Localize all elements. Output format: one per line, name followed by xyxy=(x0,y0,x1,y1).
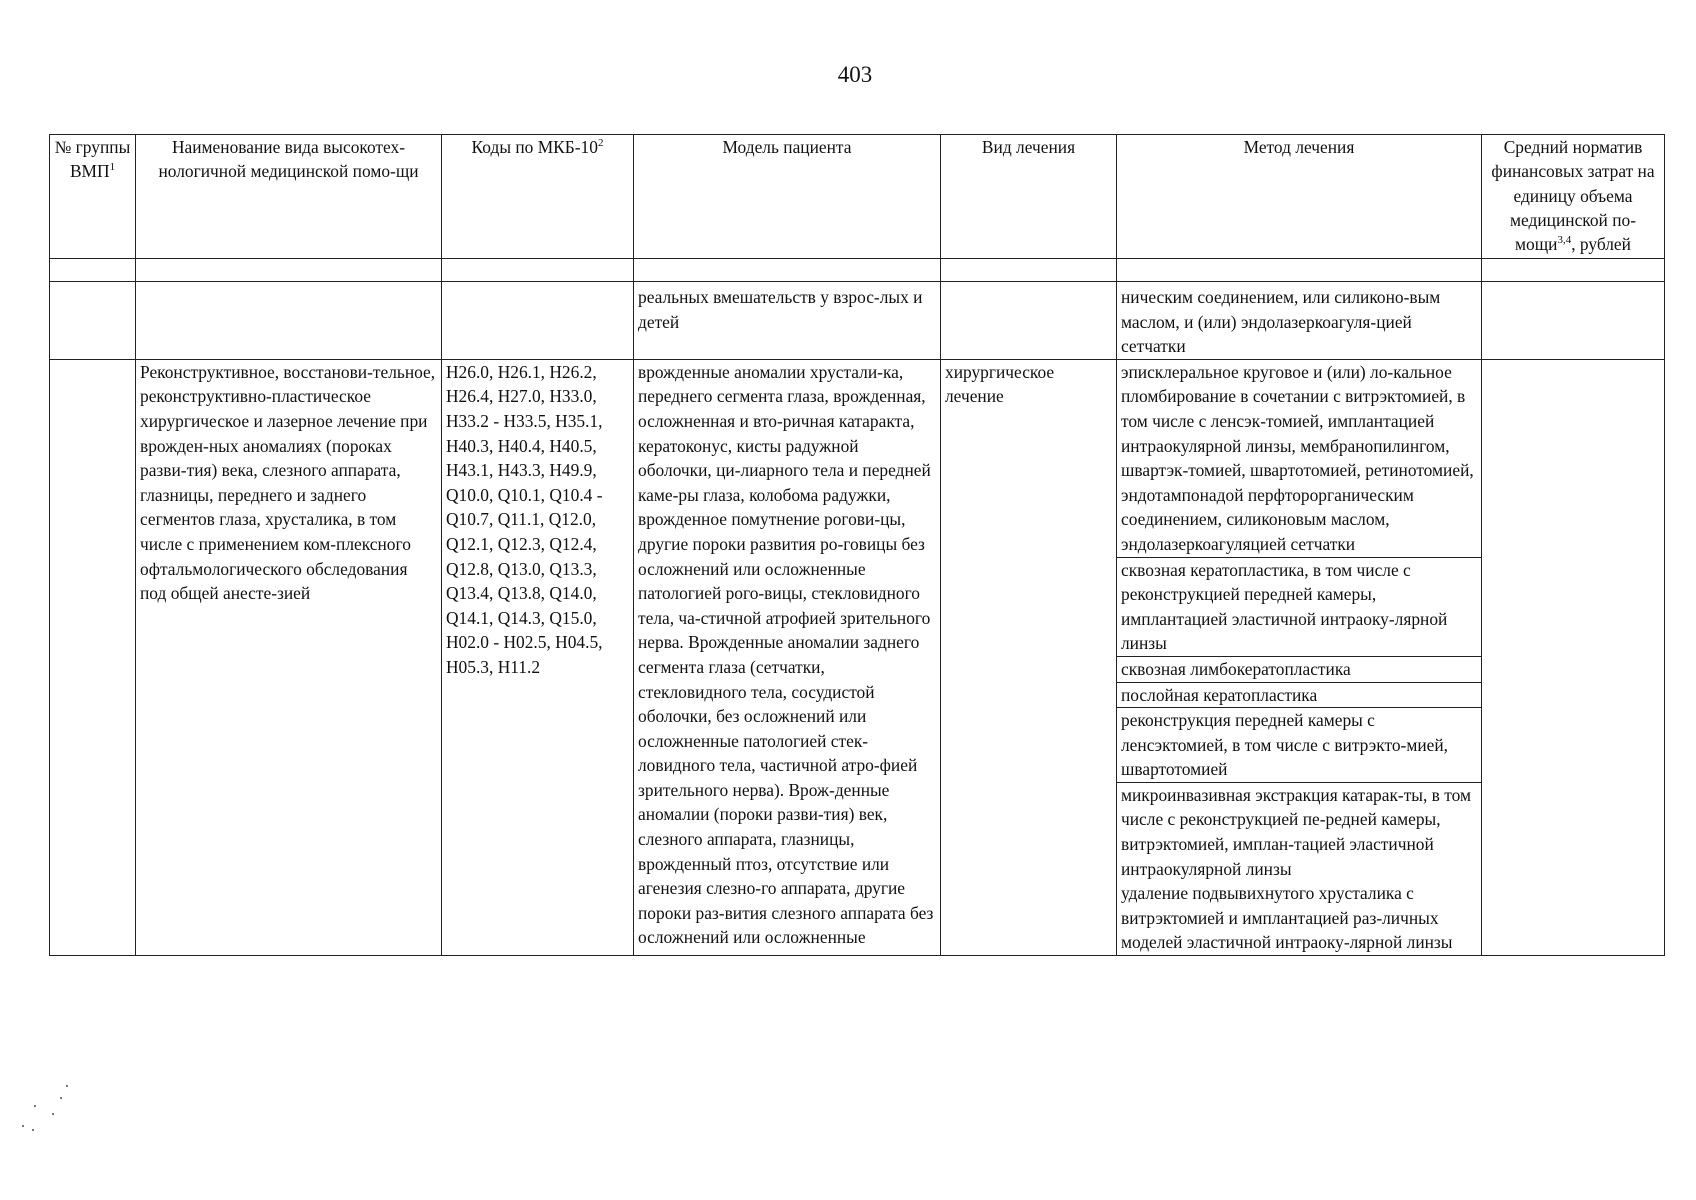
care-name-cell: Реконструктивное, восстанови-тельное, реконструктивно-пластическое хирургическое и лазерное лечение при врожден-ных аномалиях (пороках разви-тия) века, слезного аппарата, глазницы, переднего и заднего сегментов глаза, хрусталика, в том числе с применением ком-плексного офтальмологического обследования под общей анесте-зией xyxy=(136,359,442,955)
header-icd-codes: Коды по МКБ-$10^2$ xyxy=(442,135,634,259)
continuation-row xyxy=(50,282,1665,360)
header-patient-model: Модель пациента xyxy=(634,135,941,259)
method-item: реконструкция передней камеры с ленсэктомией, в том числе с витрэкто-мией, швартотомией xyxy=(1117,708,1481,783)
method-item: послойная кератопластика xyxy=(1117,683,1481,709)
continuation-model: реальных вмешательств у взрос-лых и детей xyxy=(634,282,941,360)
page-number: 403 xyxy=(837,62,873,87)
vmp-table xyxy=(49,134,1665,956)
header-treatment-method: Метод лечения xyxy=(1117,135,1482,259)
method-item: удаление подвывихнутого хрусталика с витрэктомией и имплантацией раз-личных моделей эластичной интраоку-лярной линзы xyxy=(1121,883,1453,953)
method-item: микроинвазивная экстракция катарак-ты, в том числе с реконструкцией пе-редней камеры, витрэктомией, имплан-тацией эластичной интраокулярной линзы xyxy=(1121,784,1471,879)
header-group-number: № группы ВМП$^1$ xyxy=(50,135,136,259)
scan-specks xyxy=(20,1085,70,1135)
method-item: эписклеральное круговое и (или) ло-кальное пломбирование в сочетании с витрэктомией, в том числе с ленсэк-томией, имплантацией интраокулярной линзы, мембранопилингом, швартэк-томией, швартотомией, ретинотомией, эндотампонадой перфторорганическим соединением, силиконовым маслом, эндолазеркоагуляцией сетчатки xyxy=(1117,360,1481,558)
blank-row xyxy=(50,259,1665,282)
treatment-type-cell: хирургическое лечение xyxy=(941,359,1117,955)
table-row xyxy=(50,359,1665,955)
treatment-methods-cell xyxy=(1117,359,1482,955)
cost-cell xyxy=(1482,359,1665,955)
header-treatment-type: Вид лечения xyxy=(941,135,1117,259)
method-item: сквозная кератопластика, в том числе с реконструкцией передней камеры, имплантацией эластичной интраоку-лярной линзы xyxy=(1117,558,1481,657)
header-cost-standard: Средний норматив финансовых затрат на единицу объема медицинской по-мощи$^{3,4}$, рублей xyxy=(1482,135,1665,259)
icd-codes-cell: H26.0, H26.1, H26.2, H26.4, H27.0, H33.0, H33.2 - H33.5, H35.1, H40.3, H40.4, H40.5, H43.1, H43.3, H49.9, Q10.0, Q10.1, Q10.4 - Q10.7, Q11.1, Q12.0, Q12.1, Q12.3, Q12.4, Q12.8, Q13.0, Q13.3, Q13.4, Q13.8, Q14.0, Q14.1, Q14.3, Q15.0, H02.0 - H02.5, H04.5, H05.3, H11.2 xyxy=(442,359,634,955)
continuation-method: ническим соединением, или силиконо-вым маслом, и (или) эндолазеркоагуля-цией сетчатки xyxy=(1117,282,1482,360)
header-row xyxy=(50,135,1665,259)
patient-model-cell: врожденные аномалии хрустали-ка, переднего сегмента глаза, врожденная, осложненная и вто-ричная катаракта, кератоконус, кисты радужной оболочки, ци-лиарного тела и передней каме-ры глаза, колобома радужки, врожденное помутнение рогови-цы, другие пороки развития ро-говицы без осложнений или осложненные патологией рого-вицы, стекловидного тела, ча-стичной атрофией зрительного нерва. Врожденные аномалии заднего сегмента глаза (сетчатки, стекловидного тела, сосудистой оболочки, без осложнений или осложненные патологией стек-ловидного тела, частичной атро-фией зрительного нерва). Врож-денные аномалии (пороки разви-тия) век, слезного аппарата, глазницы, врожденный птоз, отсутствие или агенезия слезно-го аппарата, другие пороки раз-вития слезного аппарата без осложнений или осложненные xyxy=(634,359,941,955)
method-item: сквозная лимбокератопластика xyxy=(1117,657,1481,683)
header-care-name: Наименование вида высокотех-нологичной медицинской помо-щи xyxy=(136,135,442,259)
